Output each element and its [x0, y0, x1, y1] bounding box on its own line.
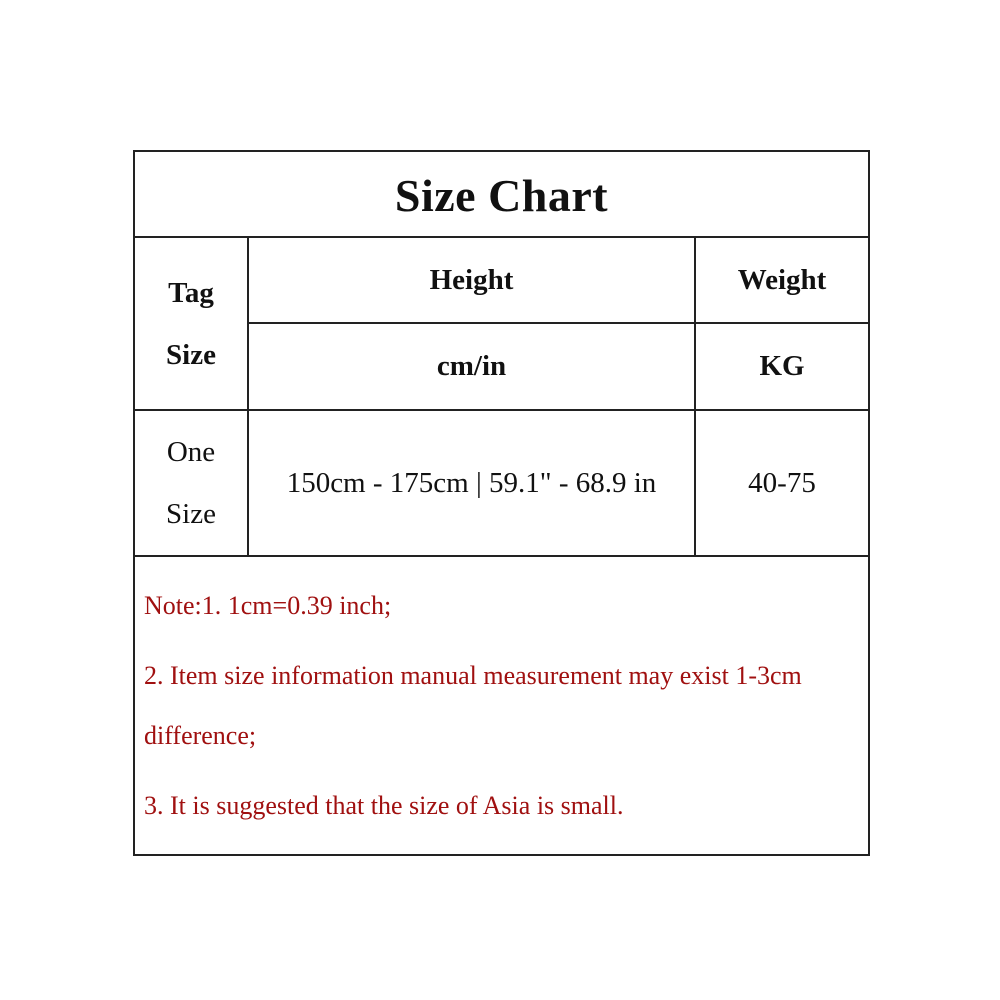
- row-height-value: 150cm - 175cm | 59.1" - 68.9 in: [286, 466, 657, 499]
- row-weight-value: 40-75: [748, 466, 816, 499]
- header-weight-unit-label: KG: [759, 350, 805, 382]
- header-weight-unit: [696, 324, 868, 409]
- header-height-unit: [249, 324, 694, 409]
- header-tag-size: [135, 238, 247, 409]
- note-2: 2. Item size information manual measurement may exist 1-3cm: [144, 661, 802, 690]
- header-tag-size-line-1: Tag: [168, 276, 214, 309]
- header-height: [249, 238, 694, 322]
- row-tag-size: [135, 411, 247, 555]
- row-tag-size-line-1: One: [166, 436, 216, 468]
- size-chart-table: [133, 150, 870, 856]
- header-height-unit-label: cm/in: [436, 350, 507, 382]
- row-tag-size-line-2: Size: [166, 498, 216, 530]
- header-height-label: Height: [429, 263, 514, 296]
- note-3: 3. It is suggested that the size of Asia is small.: [144, 791, 624, 820]
- divider-row-bottom: [135, 555, 868, 557]
- note-1: Note:1. 1cm=0.39 inch;: [144, 591, 392, 620]
- header-weight: [696, 238, 868, 322]
- note-2-continued: difference;: [144, 721, 257, 750]
- header-tag-size-line-2: Size: [166, 338, 216, 371]
- size-chart-title: [135, 152, 868, 238]
- row-weight: [696, 411, 868, 555]
- size-chart-title-text: Size Chart: [394, 169, 609, 221]
- header-weight-label: Weight: [737, 263, 827, 296]
- row-height: [249, 411, 694, 555]
